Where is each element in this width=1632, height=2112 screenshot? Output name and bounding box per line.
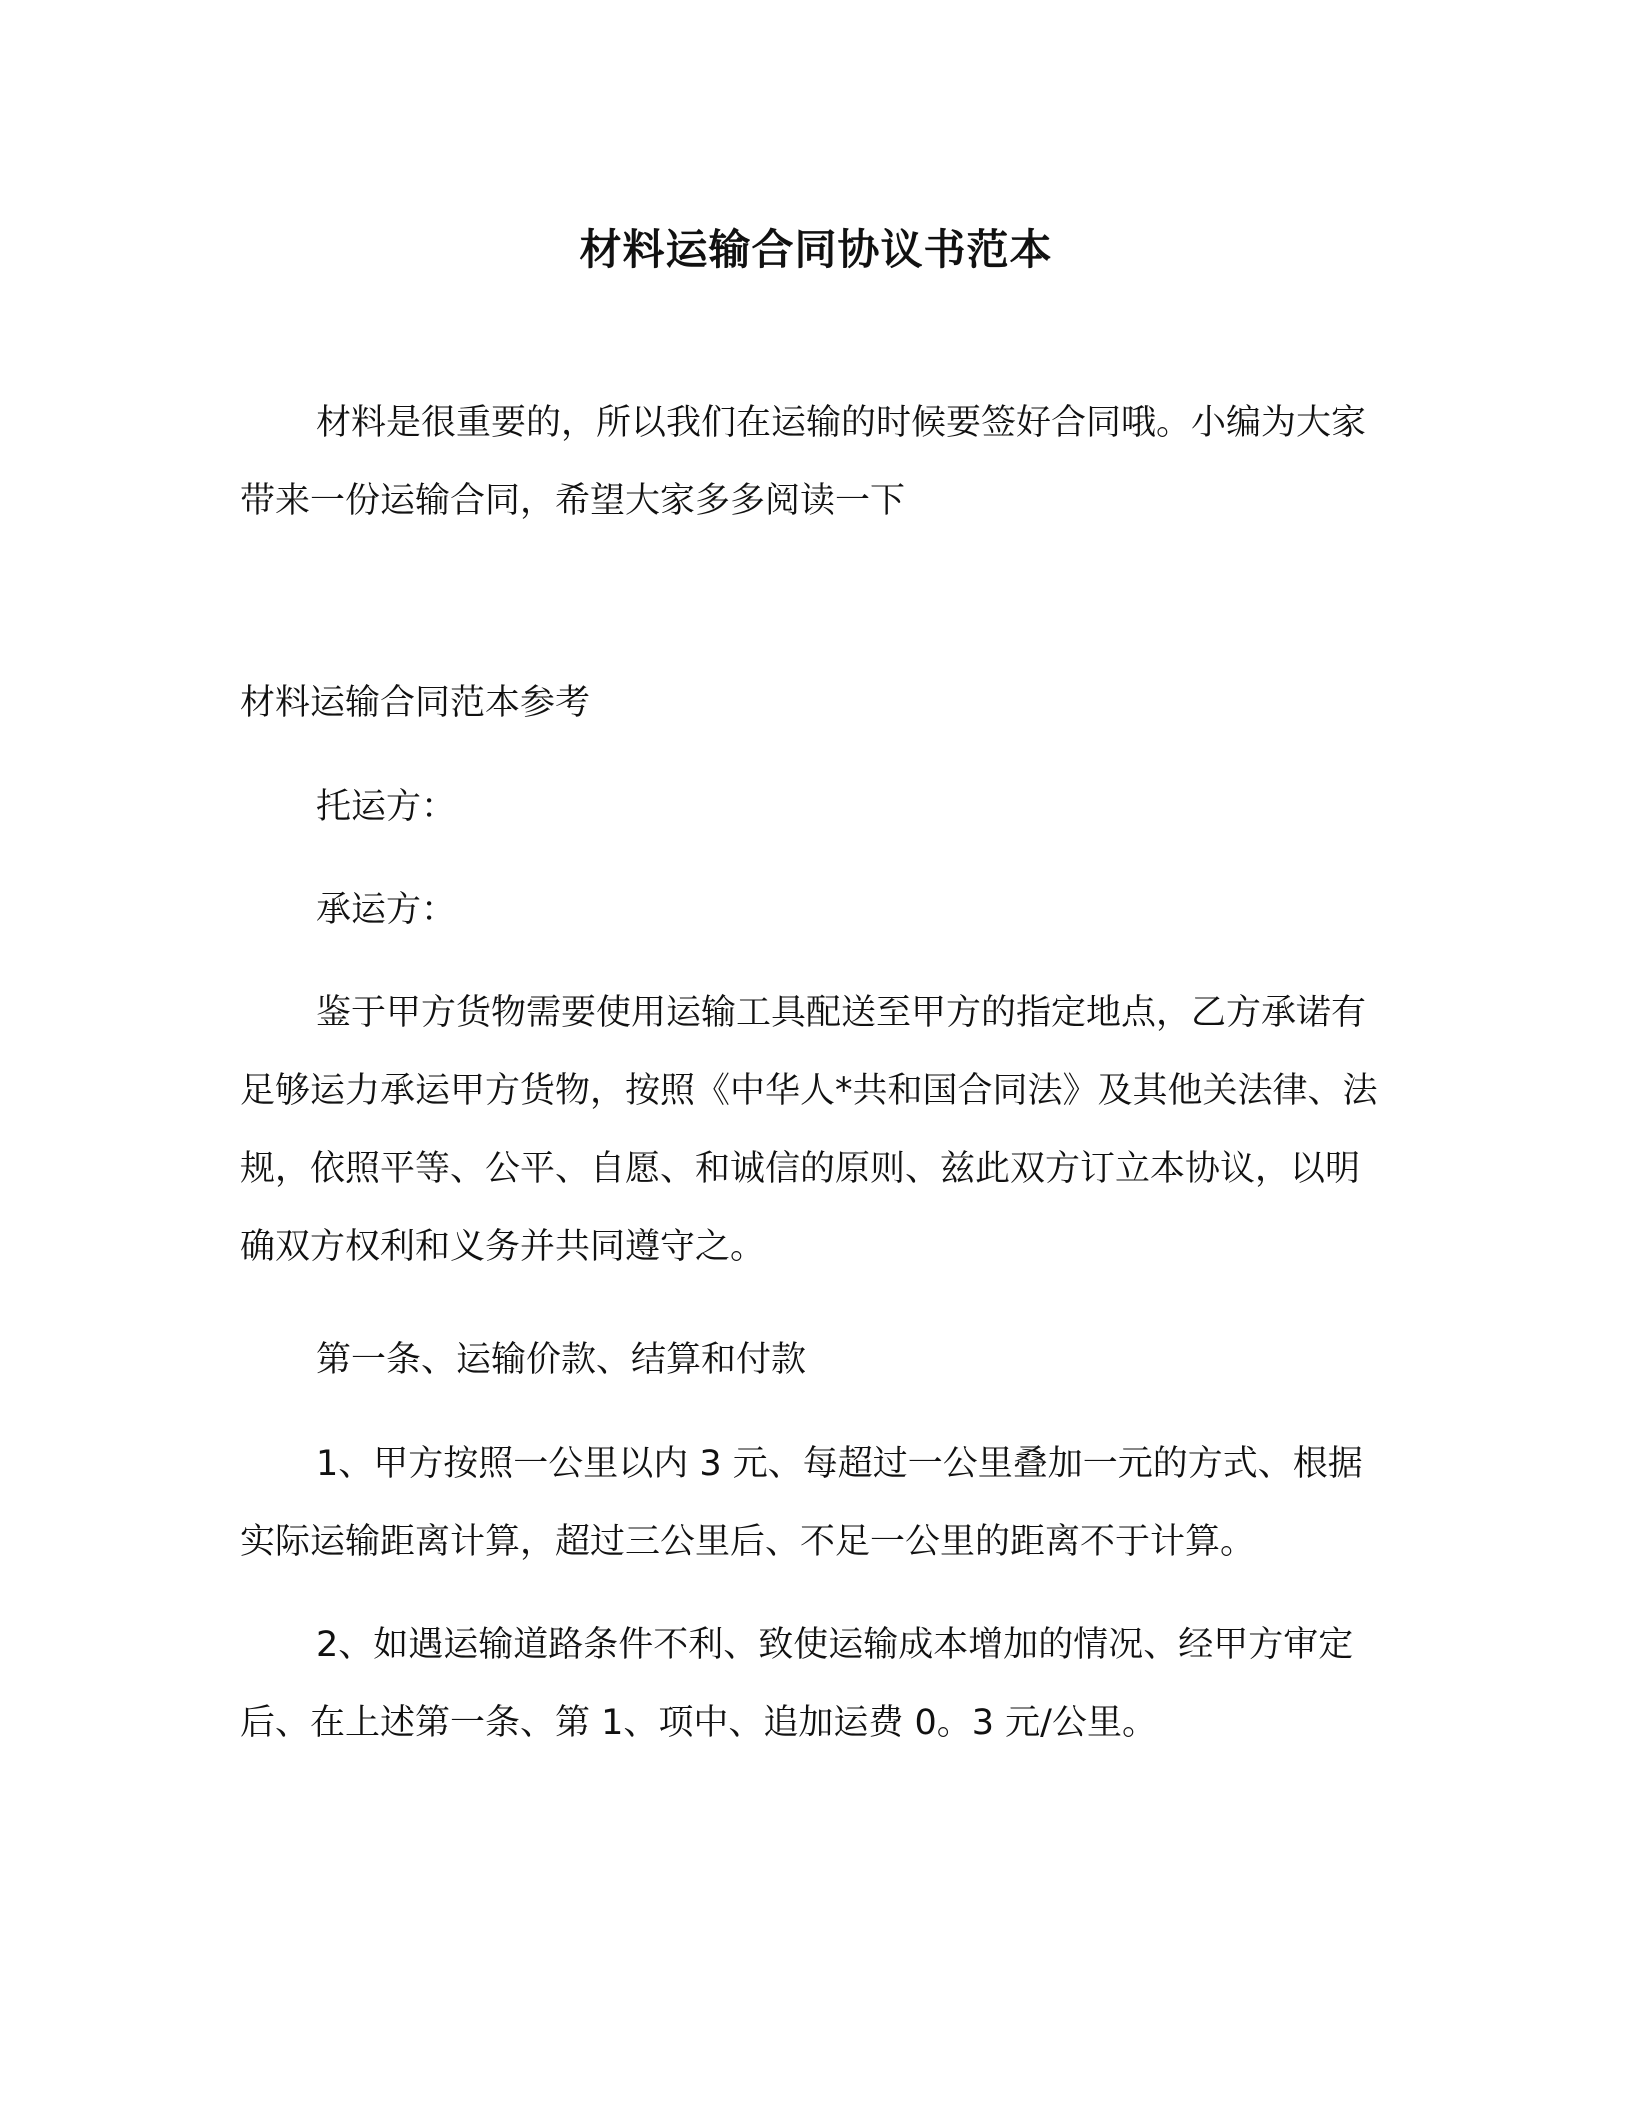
document-title: 材料运输合同协议书范本	[579, 225, 1053, 274]
carrier-label: 承运方：	[316, 890, 457, 930]
article-1-heading: 第一条、运输价款、结算和付款	[316, 1340, 807, 1380]
shipper-label: 托运方：	[316, 787, 457, 827]
intro-paragraph: 材料是很重要的，所以我们在运输的时候要签好合同哦。小编为大家带来一份运输合同，希望大家多多阅读一下	[240, 403, 1367, 521]
article-1-item-1: 1、甲方按照一公里以内 3 元、每超过一公里叠加一元的方式、根据实际运输距离计算，超过三公里后、不足一公里的距离不于计算。	[240, 1444, 1363, 1562]
article-1-item-2: 2、如遇运输道路条件不利、致使运输成本增加的情况、经甲方审定后、在上述第一条、第 1、项中、追加运费 0。3 元/公里。	[240, 1625, 1354, 1743]
reference-heading: 材料运输合同范本参考	[240, 683, 591, 723]
whereas-paragraph: 鉴于甲方货物需要使用运输工具配送至甲方的指定地点，乙方承诺有足够运力承运甲方货物，按照《中华人*共和国合同法》及其他关法律、法规，依照平等、公平、自愿、和诚信的原则、兹此双方订立本协议，以明确双方权利和义务并共同遵守之。	[240, 993, 1378, 1267]
